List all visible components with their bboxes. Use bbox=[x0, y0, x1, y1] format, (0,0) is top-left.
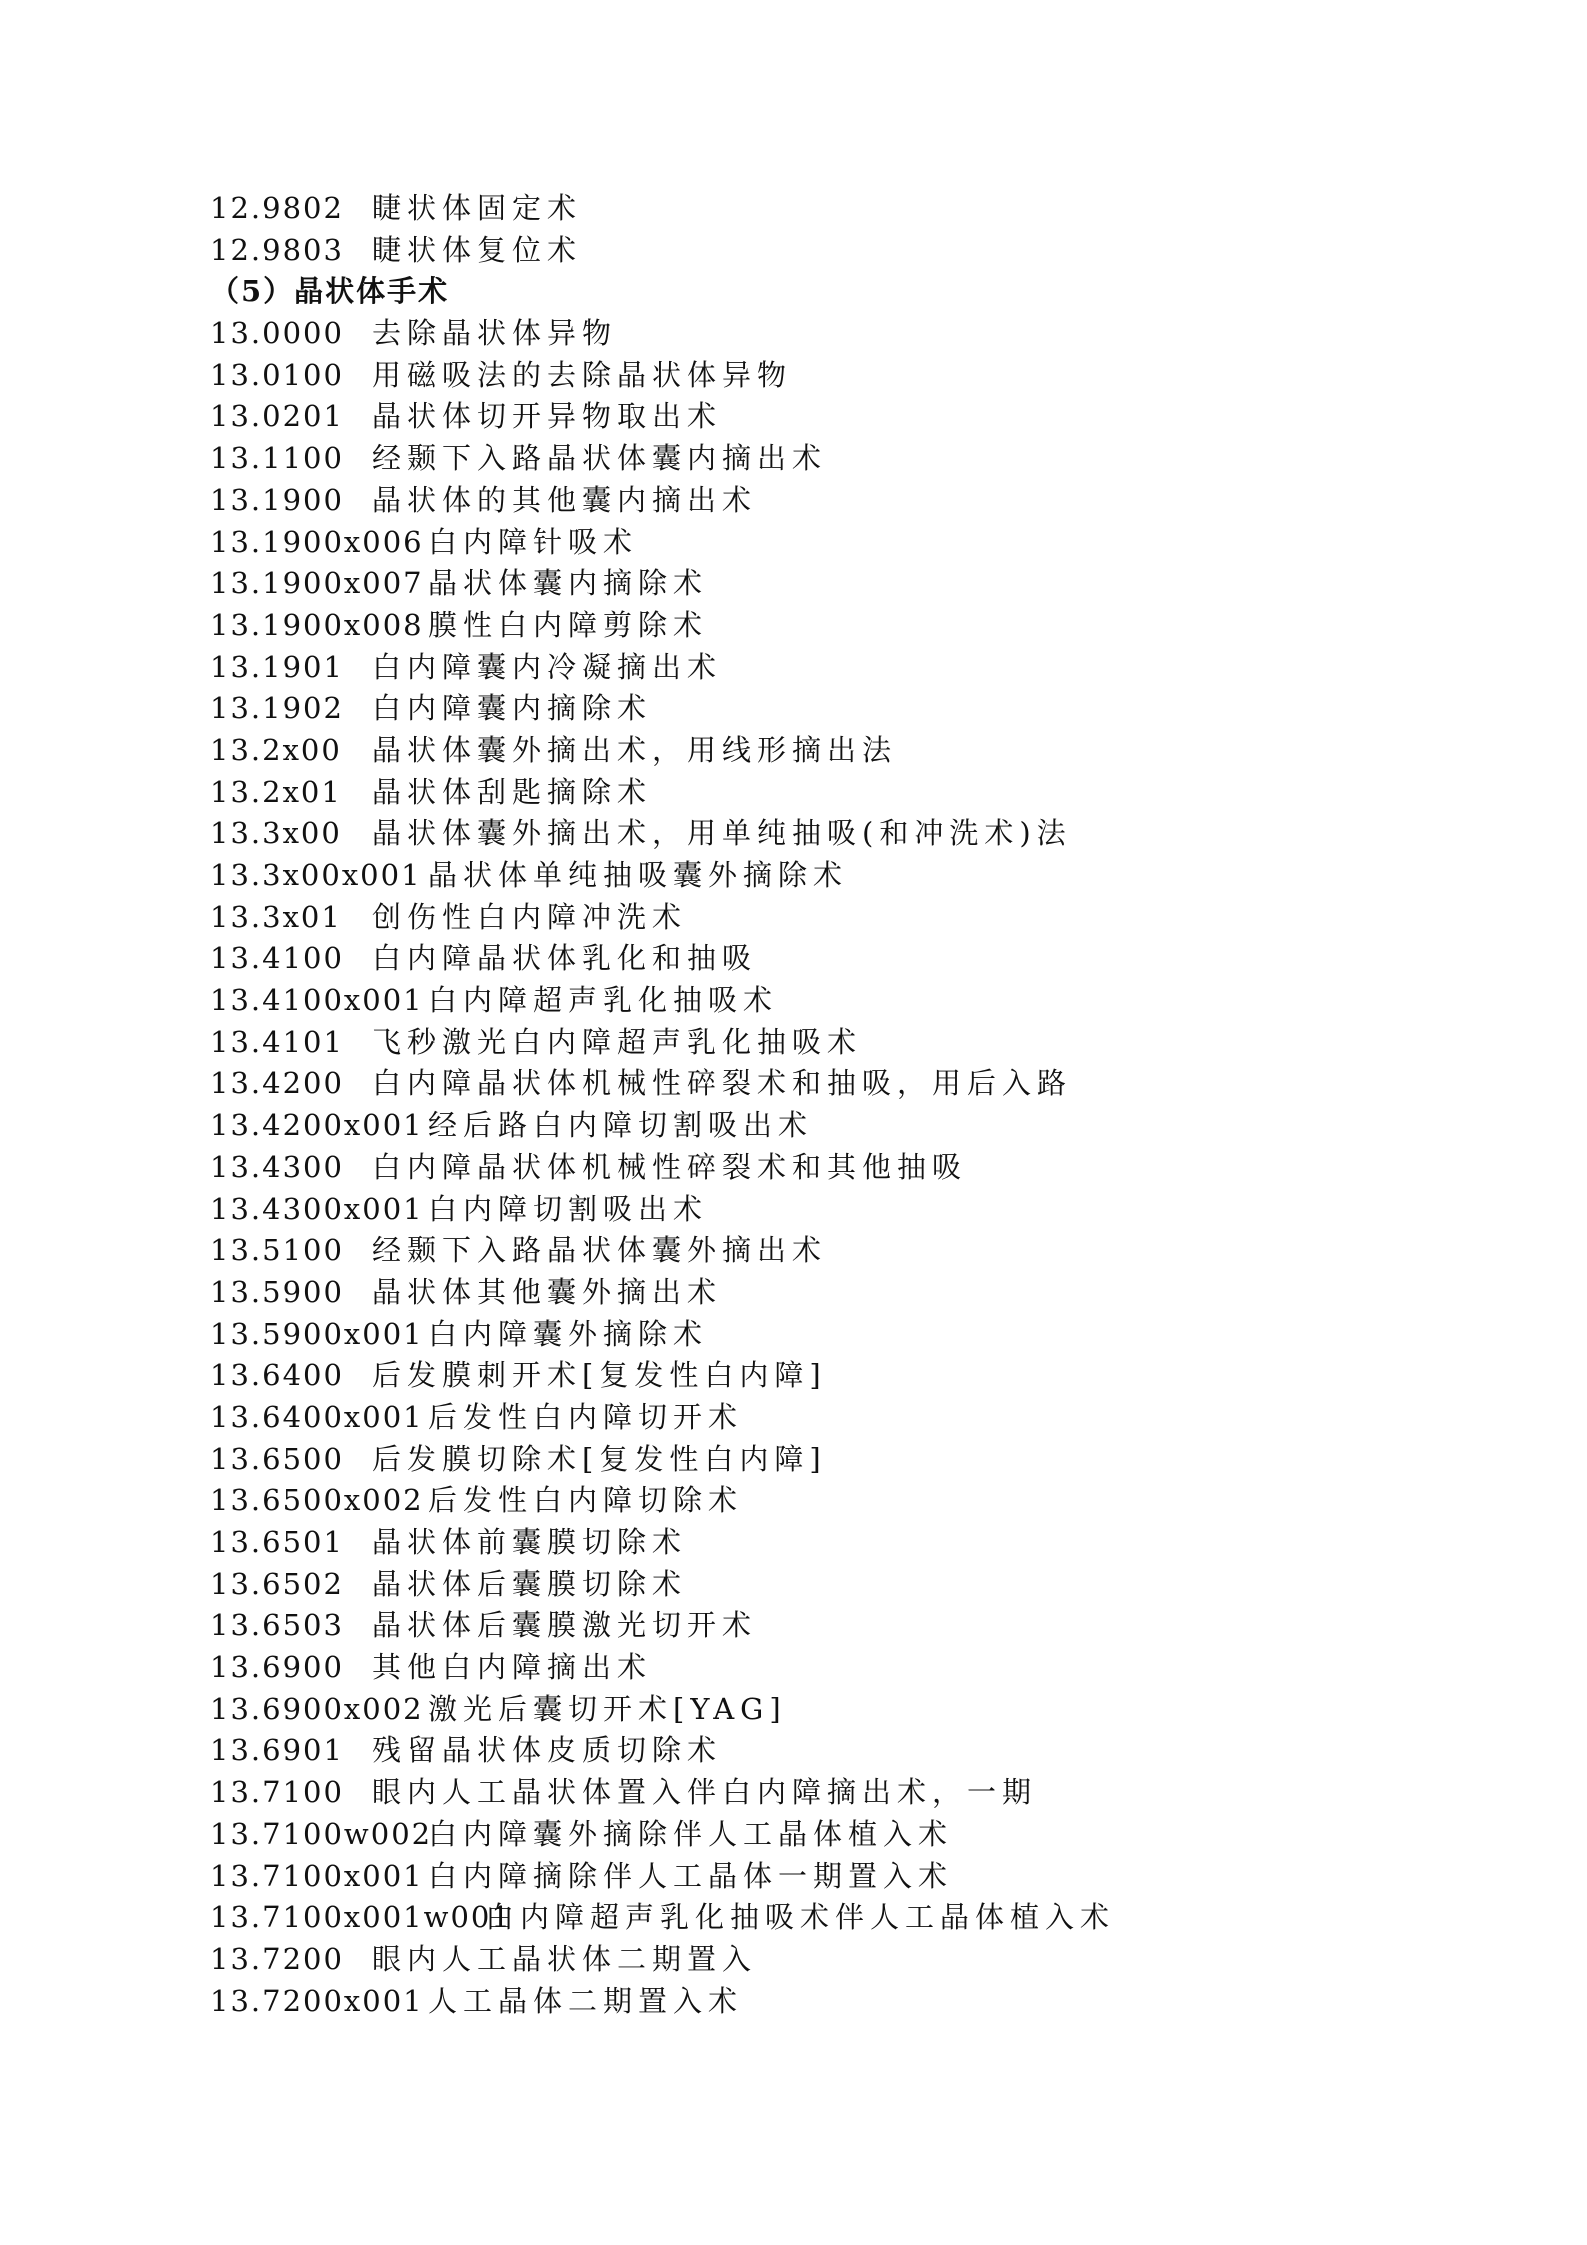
procedure-name: 晶状体其他囊外摘出术 bbox=[372, 1274, 723, 1309]
code-row bbox=[0, 1564, 1587, 1606]
procedure-name: 白内障囊内摘除术 bbox=[372, 691, 653, 726]
code-row bbox=[0, 1189, 1587, 1231]
procedure-name: 后发性白内障切除术 bbox=[428, 1483, 744, 1518]
procedure-code: 13.4200 bbox=[210, 1066, 344, 1101]
procedure-name: 晶状体囊外摘出术，用线形摘出法 bbox=[372, 732, 898, 767]
code-row bbox=[0, 1522, 1587, 1564]
procedure-name: 晶状体刮匙摘除术 bbox=[372, 774, 653, 809]
procedure-name: 后发膜切除术[复发性白内障] bbox=[372, 1441, 827, 1476]
code-row bbox=[0, 772, 1587, 814]
code-row bbox=[0, 1730, 1587, 1772]
code-row bbox=[0, 563, 1587, 605]
procedure-name: 经颞下入路晶状体囊内摘出术 bbox=[372, 441, 828, 476]
procedure-name: 晶状体前囊膜切除术 bbox=[372, 1525, 688, 1559]
procedure-code: 13.2x01 bbox=[210, 774, 342, 809]
procedure-code: 13.2x00 bbox=[210, 732, 342, 767]
procedure-code: 13.5900x001 bbox=[210, 1316, 424, 1351]
procedure-name: 经后路白内障切割吸出术 bbox=[428, 1108, 814, 1143]
procedure-code: 13.3x01 bbox=[210, 899, 342, 934]
code-row bbox=[0, 1355, 1587, 1397]
procedure-name: 眼内人工晶状体二期置入 bbox=[372, 1941, 758, 1976]
procedure-code: 13.4100 bbox=[210, 941, 344, 976]
code-row bbox=[0, 897, 1587, 939]
code-row bbox=[0, 1939, 1587, 1981]
procedure-code: 13.6400 bbox=[210, 1358, 344, 1393]
procedure-code: 13.0000 bbox=[210, 316, 344, 351]
code-row bbox=[0, 1772, 1587, 1814]
procedure-code: 13.6900 bbox=[210, 1650, 344, 1685]
code-row bbox=[0, 355, 1587, 397]
procedure-code: 13.1902 bbox=[210, 691, 344, 726]
procedure-code: 13.6501 bbox=[210, 1525, 344, 1559]
section-heading-row bbox=[0, 271, 1587, 313]
procedure-name: 白内障针吸术 bbox=[428, 524, 639, 559]
code-row bbox=[0, 605, 1587, 647]
procedure-code: 13.0201 bbox=[210, 399, 344, 434]
code-row bbox=[0, 980, 1587, 1022]
procedure-name: 残留晶状体皮质切除术 bbox=[372, 1733, 723, 1768]
procedure-name: 用磁吸法的去除晶状体异物 bbox=[372, 357, 793, 392]
code-row bbox=[0, 1689, 1587, 1731]
procedure-name: 白内障晶状体机械性碎裂术和其他抽吸 bbox=[372, 1149, 968, 1184]
procedure-name: 白内障晶状体机械性碎裂术和抽吸，用后入路 bbox=[372, 1066, 1073, 1101]
procedure-name: 白内障超声乳化抽吸术 bbox=[428, 983, 779, 1018]
procedure-name: 白内障晶状体乳化和抽吸 bbox=[372, 941, 758, 976]
section-heading: （5）晶状体手术 bbox=[210, 274, 450, 309]
procedure-code: 13.6502 bbox=[210, 1566, 344, 1601]
procedure-code: 13.5100 bbox=[210, 1233, 344, 1268]
procedure-code: 13.6900x002 bbox=[210, 1691, 424, 1726]
procedure-code: 13.5900 bbox=[210, 1274, 344, 1309]
procedure-code: 13.1100 bbox=[210, 441, 344, 476]
code-row bbox=[0, 313, 1587, 355]
code-row bbox=[0, 1230, 1587, 1272]
procedure-code-list bbox=[0, 188, 1587, 2022]
procedure-name: 白内障切割吸出术 bbox=[428, 1191, 709, 1226]
procedure-name: 晶状体后囊膜激光切开术 bbox=[372, 1608, 758, 1643]
procedure-code: 13.3x00x001 bbox=[210, 858, 422, 892]
code-row bbox=[0, 1897, 1587, 1939]
code-row bbox=[0, 480, 1587, 522]
code-row bbox=[0, 1981, 1587, 2023]
code-row bbox=[0, 1439, 1587, 1481]
procedure-name: 睫状体固定术 bbox=[372, 191, 583, 225]
procedure-name: 睫状体复位术 bbox=[372, 232, 583, 267]
procedure-name: 晶状体囊外摘出术，用单纯抽吸(和冲洗术)法 bbox=[372, 816, 1072, 851]
procedure-name: 后发膜刺开术[复发性白内障] bbox=[372, 1358, 827, 1393]
procedure-code: 13.3x00 bbox=[210, 816, 342, 851]
procedure-code: 13.1900x008 bbox=[210, 607, 424, 642]
procedure-code: 13.4100x001 bbox=[210, 983, 424, 1018]
code-row bbox=[0, 1605, 1587, 1647]
procedure-code: 13.4300 bbox=[210, 1149, 344, 1184]
procedure-code: 13.7100w002 bbox=[210, 1816, 433, 1851]
code-row bbox=[0, 1022, 1587, 1064]
procedure-name: 白内障囊内冷凝摘出术 bbox=[372, 649, 723, 684]
procedure-name: 人工晶体二期置入术 bbox=[428, 1983, 744, 2018]
code-row bbox=[0, 647, 1587, 689]
procedure-name: 后发性白内障切开术 bbox=[428, 1399, 744, 1434]
procedure-code: 13.4101 bbox=[210, 1024, 344, 1059]
procedure-code: 13.6500 bbox=[210, 1441, 344, 1476]
procedure-code: 12.9803 bbox=[210, 232, 344, 267]
procedure-name: 白内障摘除伴人工晶体一期置入术 bbox=[428, 1858, 954, 1893]
code-row bbox=[0, 1814, 1587, 1856]
procedure-name: 晶状体囊内摘除术 bbox=[428, 566, 709, 601]
procedure-code: 13.0100 bbox=[210, 357, 344, 392]
procedure-code: 13.1900x007 bbox=[210, 566, 424, 601]
code-row bbox=[0, 1647, 1587, 1689]
procedure-name: 晶状体单纯抽吸囊外摘除术 bbox=[428, 858, 849, 892]
code-row bbox=[0, 1856, 1587, 1898]
code-row bbox=[0, 1480, 1587, 1522]
procedure-code: 13.6400x001 bbox=[210, 1399, 424, 1434]
code-row bbox=[0, 1272, 1587, 1314]
code-row bbox=[0, 813, 1587, 855]
procedure-name: 白内障超声乳化抽吸术伴人工晶体植入术 bbox=[485, 1900, 1116, 1935]
procedure-code: 13.6901 bbox=[210, 1733, 344, 1768]
procedure-name: 激光后囊切开术[YAG] bbox=[428, 1691, 787, 1726]
procedure-name: 膜性白内障剪除术 bbox=[428, 607, 709, 642]
procedure-code: 13.6503 bbox=[210, 1608, 344, 1643]
procedure-code: 13.7100 bbox=[210, 1775, 344, 1810]
procedure-code: 13.1901 bbox=[210, 649, 344, 684]
code-row bbox=[0, 1397, 1587, 1439]
procedure-name: 白内障囊外摘除术 bbox=[428, 1316, 709, 1351]
procedure-code: 13.7100x001w001 bbox=[210, 1900, 512, 1935]
procedure-code: 13.7100x001 bbox=[210, 1858, 424, 1893]
procedure-code: 13.4200x001 bbox=[210, 1108, 424, 1143]
procedure-name: 经颞下入路晶状体囊外摘出术 bbox=[372, 1233, 828, 1268]
procedure-code: 13.7200x001 bbox=[210, 1983, 424, 2018]
procedure-code: 13.1900x006 bbox=[210, 524, 424, 559]
code-row bbox=[0, 188, 1587, 230]
code-row bbox=[0, 1063, 1587, 1105]
code-row bbox=[0, 396, 1587, 438]
code-row bbox=[0, 1147, 1587, 1189]
procedure-name: 飞秒激光白内障超声乳化抽吸术 bbox=[372, 1024, 863, 1059]
procedure-name: 去除晶状体异物 bbox=[372, 316, 618, 351]
procedure-name: 晶状体的其他囊内摘出术 bbox=[372, 482, 758, 517]
code-row bbox=[0, 730, 1587, 772]
code-row bbox=[0, 1105, 1587, 1147]
procedure-name: 其他白内障摘出术 bbox=[372, 1650, 653, 1685]
procedure-code: 12.9802 bbox=[210, 191, 344, 225]
code-row bbox=[0, 522, 1587, 564]
procedure-name: 创伤性白内障冲洗术 bbox=[372, 899, 688, 934]
procedure-name: 白内障囊外摘除伴人工晶体植入术 bbox=[428, 1816, 954, 1851]
code-row bbox=[0, 438, 1587, 480]
procedure-name: 晶状体后囊膜切除术 bbox=[372, 1566, 688, 1601]
procedure-name: 晶状体切开异物取出术 bbox=[372, 399, 723, 434]
procedure-code: 13.6500x002 bbox=[210, 1483, 424, 1518]
code-row bbox=[0, 938, 1587, 980]
code-row bbox=[0, 230, 1587, 272]
code-row bbox=[0, 1314, 1587, 1356]
code-row bbox=[0, 688, 1587, 730]
code-row bbox=[0, 855, 1587, 897]
procedure-code: 13.1900 bbox=[210, 482, 344, 517]
procedure-code: 13.7200 bbox=[210, 1941, 344, 1976]
procedure-code: 13.4300x001 bbox=[210, 1191, 424, 1226]
procedure-name: 眼内人工晶状体置入伴白内障摘出术，一期 bbox=[372, 1775, 1038, 1810]
